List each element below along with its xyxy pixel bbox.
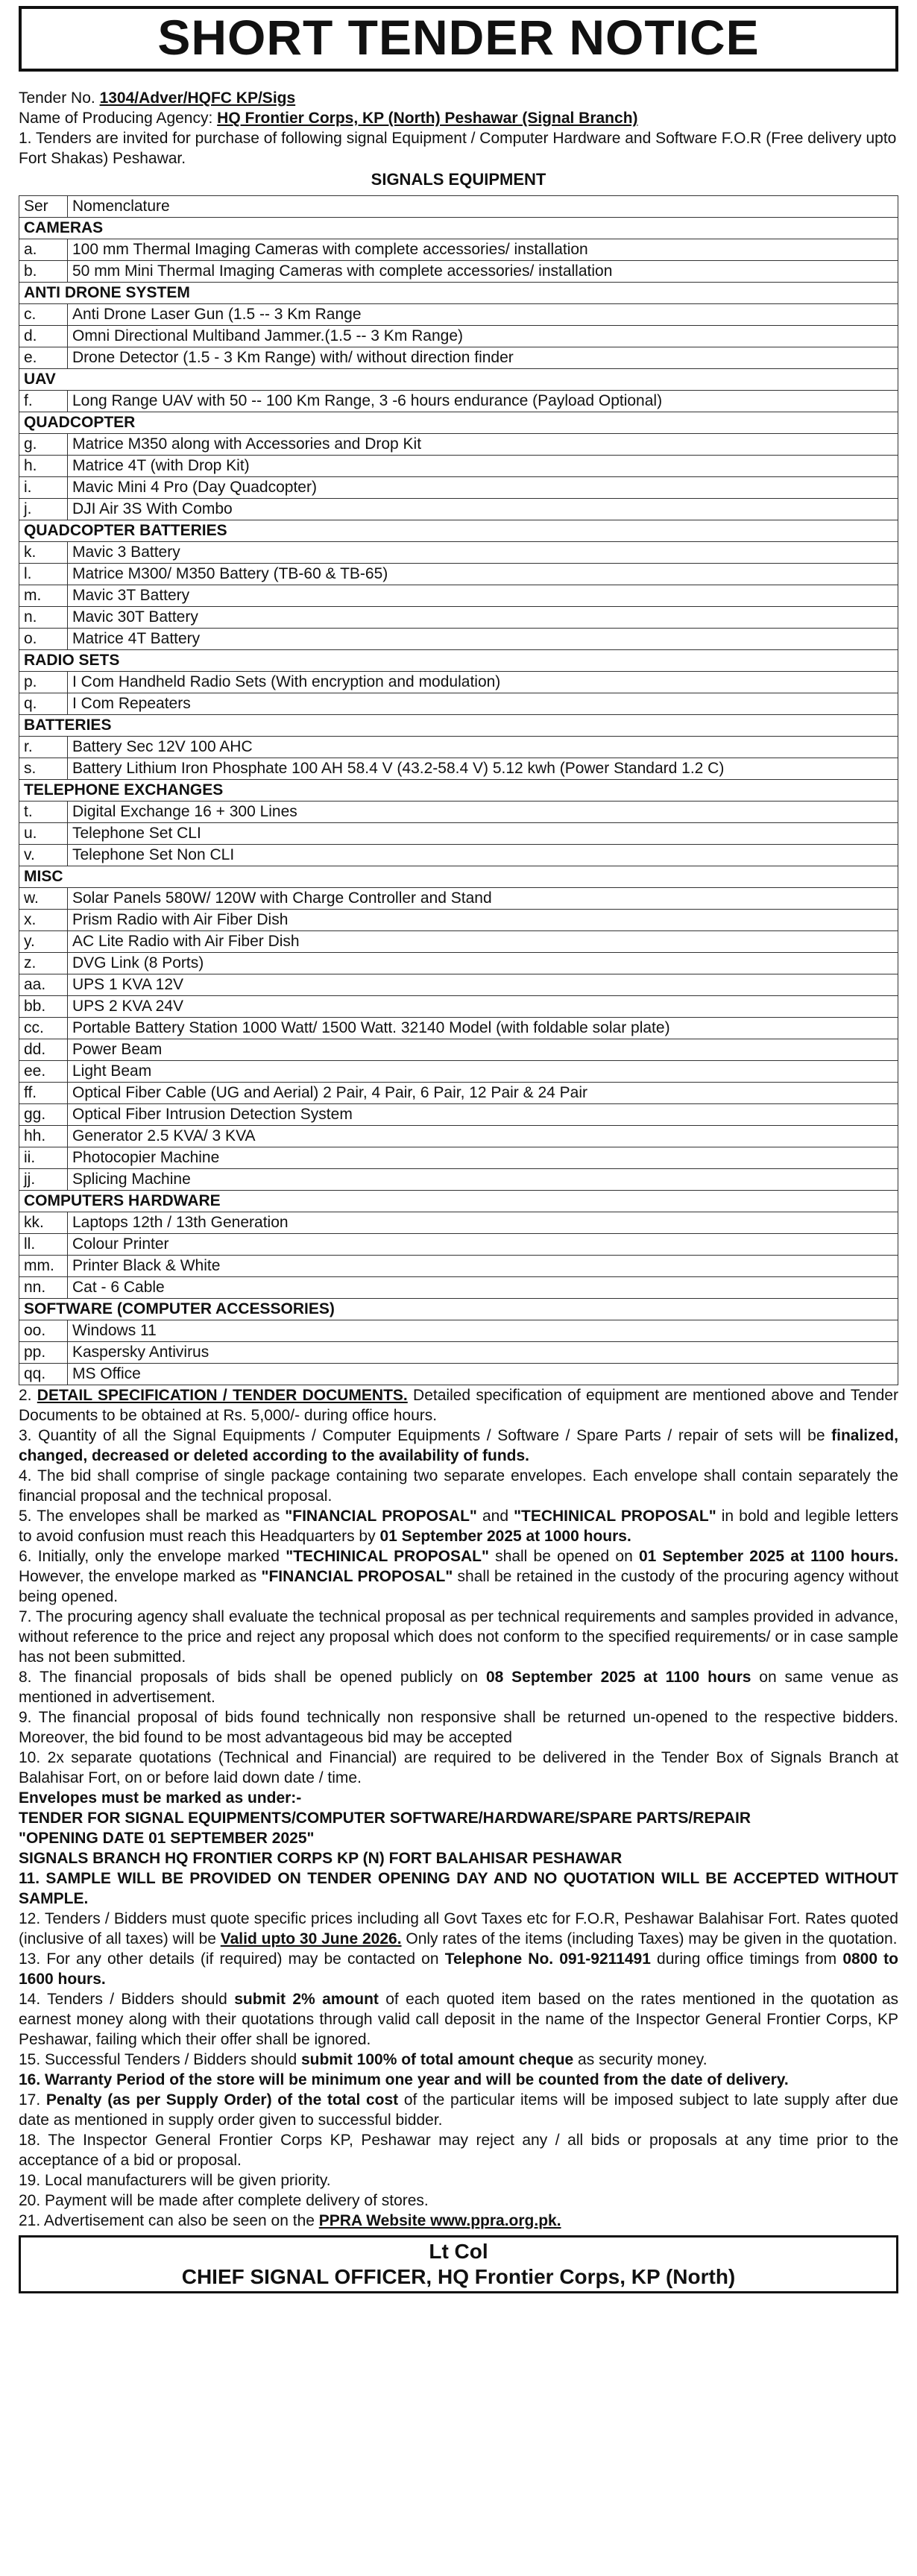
item-ser: d. bbox=[19, 325, 68, 347]
signatory-rank: Lt Col bbox=[429, 2239, 488, 2263]
table-row bbox=[19, 1363, 898, 1385]
equipment-table bbox=[19, 195, 898, 1385]
item-ser: w. bbox=[19, 887, 68, 909]
para-8: 8. The financial proposals of bids shall be opened publicly on 08 September 2025 at 1100 hours on same venue as mentioned in advertisement. bbox=[19, 1668, 898, 1706]
category-row bbox=[19, 368, 898, 390]
col-ser-header: Ser bbox=[19, 195, 68, 217]
item-ser: u. bbox=[19, 822, 68, 844]
item-nomenclature: Generator 2.5 KVA/ 3 KVA bbox=[68, 1125, 898, 1147]
signatory-designation: CHIEF SIGNAL OFFICER, HQ Frontier Corps, KP (North) bbox=[181, 2264, 736, 2288]
category-row bbox=[19, 217, 898, 239]
ppra-website-link[interactable]: PPRA Website www.ppra.org.pk. bbox=[318, 2211, 561, 2229]
item-nomenclature: Telephone Set CLI bbox=[68, 822, 898, 844]
category-name: RADIO SETS bbox=[19, 649, 898, 671]
item-ser: p. bbox=[19, 671, 68, 693]
para-11: 11. SAMPLE WILL BE PROVIDED ON TENDER OPENING DAY AND NO QUOTATION WILL BE ACCEPTED WITHOUT SAMPLE. bbox=[19, 1869, 898, 1907]
item-nomenclature: DVG Link (8 Ports) bbox=[68, 952, 898, 974]
table-row bbox=[19, 995, 898, 1017]
table-row bbox=[19, 1017, 898, 1039]
item-ser: nn. bbox=[19, 1276, 68, 1298]
envelope-line-1: TENDER FOR SIGNAL EQUIPMENTS/COMPUTER SOFTWARE/HARDWARE/SPARE PARTS/REPAIR bbox=[19, 1809, 751, 1827]
table-row bbox=[19, 1233, 898, 1255]
table-row bbox=[19, 887, 898, 909]
para-21: 21. Advertisement can also be seen on the PPRA Website www.ppra.org.pk. bbox=[19, 2211, 561, 2229]
item-nomenclature: Cat - 6 Cable bbox=[68, 1276, 898, 1298]
signature-block bbox=[19, 2235, 898, 2293]
item-ser: c. bbox=[19, 303, 68, 325]
para-17: 17. Penalty (as per Supply Order) of the total cost of the particular items will be imposed subject to late supply after due date as mentioned in supply order given to successful bidder. bbox=[19, 2091, 898, 2129]
item-nomenclature: Mavic Mini 4 Pro (Day Quadcopter) bbox=[68, 476, 898, 498]
item-nomenclature: Portable Battery Station 1000 Watt/ 1500 Watt. 32140 Model (with foldable solar plate) bbox=[68, 1017, 898, 1039]
item-nomenclature: 100 mm Thermal Imaging Cameras with complete accessories/ installation bbox=[68, 239, 898, 260]
category-name: ANTI DRONE SYSTEM bbox=[19, 282, 898, 303]
category-name: CAMERAS bbox=[19, 217, 898, 239]
notice-title: SHORT TENDER NOTICE bbox=[19, 6, 898, 72]
category-row bbox=[19, 282, 898, 303]
category-row bbox=[19, 412, 898, 433]
category-row bbox=[19, 779, 898, 801]
agency-line bbox=[19, 108, 898, 128]
category-name: QUADCOPTER BATTERIES bbox=[19, 520, 898, 541]
item-ser: mm. bbox=[19, 1255, 68, 1276]
category-row bbox=[19, 866, 898, 887]
item-nomenclature: Drone Detector (1.5 - 3 Km Range) with/ without direction finder bbox=[68, 347, 898, 368]
envelope-line-3: SIGNALS BRANCH HQ FRONTIER CORPS KP (N) FORT BALAHISAR PESHAWAR bbox=[19, 1849, 623, 1867]
item-nomenclature: Optical Fiber Cable (UG and Aerial) 2 Pair, 4 Pair, 6 Pair, 12 Pair & 24 Pair bbox=[68, 1082, 898, 1103]
table-row bbox=[19, 303, 898, 325]
item-ser: e. bbox=[19, 347, 68, 368]
table-row bbox=[19, 1341, 898, 1363]
item-ser: y. bbox=[19, 930, 68, 952]
para-18: 18. The Inspector General Frontier Corps KP, Peshawar may reject any / all bids or proposals at any time prior to the acceptance of a bid or proposal. bbox=[19, 2131, 898, 2169]
agency-name: HQ Frontier Corps, KP (North) Peshawar (Signal Branch) bbox=[217, 109, 638, 127]
item-ser: g. bbox=[19, 433, 68, 455]
table-row bbox=[19, 909, 898, 930]
category-row bbox=[19, 649, 898, 671]
item-ser: l. bbox=[19, 563, 68, 585]
item-ser: k. bbox=[19, 541, 68, 563]
table-row bbox=[19, 1103, 898, 1125]
item-ser: oo. bbox=[19, 1320, 68, 1341]
item-nomenclature: DJI Air 3S With Combo bbox=[68, 498, 898, 520]
para-9: 9. The financial proposal of bids found technically non responsive shall be returned un-opened to the respective bidders. Moreover, the bid found to be most advantageous bid may be accepted bbox=[19, 1708, 898, 1746]
item-nomenclature: Mavic 3T Battery bbox=[68, 585, 898, 606]
item-ser: qq. bbox=[19, 1363, 68, 1385]
table-row bbox=[19, 1276, 898, 1298]
item-ser: ll. bbox=[19, 1233, 68, 1255]
table-row bbox=[19, 974, 898, 995]
para-10: 10. 2x separate quotations (Technical and Financial) are required to be delivered in the Tender Box of Signals Branch at Balahisar Fort, on or before laid down date / time. bbox=[19, 1748, 898, 1786]
table-row bbox=[19, 325, 898, 347]
item-nomenclature: Omni Directional Multiband Jammer.(1.5 -- 3 Km Range) bbox=[68, 325, 898, 347]
table-row bbox=[19, 801, 898, 822]
item-nomenclature: Light Beam bbox=[68, 1060, 898, 1082]
item-ser: z. bbox=[19, 952, 68, 974]
category-name: COMPUTERS HARDWARE bbox=[19, 1190, 898, 1212]
table-row bbox=[19, 1255, 898, 1276]
tender-notice bbox=[19, 0, 898, 2293]
category-row bbox=[19, 714, 898, 736]
item-nomenclature: Digital Exchange 16 + 300 Lines bbox=[68, 801, 898, 822]
category-name: UAV bbox=[19, 368, 898, 390]
item-nomenclature: UPS 1 KVA 12V bbox=[68, 974, 898, 995]
table-row bbox=[19, 476, 898, 498]
item-ser: j. bbox=[19, 498, 68, 520]
item-nomenclature: Printer Black & White bbox=[68, 1255, 898, 1276]
item-ser: ii. bbox=[19, 1147, 68, 1168]
para-12: 12. Tenders / Bidders must quote specific prices including all Govt Taxes etc for F.O.R, Peshawar Balahisar Fort. Rates quoted (inclusive of all taxes) will be Valid upto 30 June 2026. Only rates of the items (including Taxes) may be given in the quotation. bbox=[19, 1909, 898, 1947]
item-ser: kk. bbox=[19, 1212, 68, 1233]
item-nomenclature: Battery Lithium Iron Phosphate 100 AH 58.4 V (43.2-58.4 V) 5.12 kwh (Power Standard 1.2 C) bbox=[68, 758, 898, 779]
table-row bbox=[19, 736, 898, 758]
table-row bbox=[19, 1168, 898, 1190]
table-row bbox=[19, 930, 898, 952]
table-header-row bbox=[19, 195, 898, 217]
item-nomenclature: Photocopier Machine bbox=[68, 1147, 898, 1168]
item-nomenclature: Kaspersky Antivirus bbox=[68, 1341, 898, 1363]
item-ser: pp. bbox=[19, 1341, 68, 1363]
envelope-line-2: "OPENING DATE 01 SEPTEMBER 2025" bbox=[19, 1829, 315, 1847]
item-ser: m. bbox=[19, 585, 68, 606]
table-row bbox=[19, 498, 898, 520]
table-row bbox=[19, 455, 898, 476]
table-row bbox=[19, 671, 898, 693]
para-13: 13. For any other details (if required) may be contacted on Telephone No. 091-9211491 during office timings from 0800 to 1600 hours. bbox=[19, 1950, 898, 1988]
table-row bbox=[19, 693, 898, 714]
para-6: 6. Initially, only the envelope marked "TECHINICAL PROPOSAL" shall be opened on 01 September 2025 at 1100 hours. However, the envelope marked as "FINANCIAL PROPOSAL" shall be retained in the custody of the procuring agency without being opened. bbox=[19, 1547, 899, 1605]
table-row bbox=[19, 1039, 898, 1060]
item-nomenclature: Windows 11 bbox=[68, 1320, 898, 1341]
item-ser: a. bbox=[19, 239, 68, 260]
item-nomenclature: Matrice 4T Battery bbox=[68, 628, 898, 649]
para-3: 3. Quantity of all the Signal Equipments / Computer Equipments / Software / Spare Parts / repair of sets will be finalized, changed, decreased or deleted according to the availability of funds. bbox=[19, 1426, 898, 1464]
item-ser: jj. bbox=[19, 1168, 68, 1190]
category-name: MISC bbox=[19, 866, 898, 887]
table-row bbox=[19, 563, 898, 585]
item-nomenclature: Colour Printer bbox=[68, 1233, 898, 1255]
item-ser: ee. bbox=[19, 1060, 68, 1082]
item-ser: hh. bbox=[19, 1125, 68, 1147]
table-row bbox=[19, 628, 898, 649]
category-name: BATTERIES bbox=[19, 714, 898, 736]
item-nomenclature: Matrice M350 along with Accessories and Drop Kit bbox=[68, 433, 898, 455]
table-row bbox=[19, 606, 898, 628]
item-ser: b. bbox=[19, 260, 68, 282]
item-nomenclature: Mavic 3 Battery bbox=[68, 541, 898, 563]
category-row bbox=[19, 520, 898, 541]
item-nomenclature: MS Office bbox=[68, 1363, 898, 1385]
table-row bbox=[19, 347, 898, 368]
item-ser: r. bbox=[19, 736, 68, 758]
item-ser: q. bbox=[19, 693, 68, 714]
para-14: 14. Tenders / Bidders should submit 2% amount of each quoted item based on the rates mentioned in the quotation as earnest money along with their quotations through valid call deposit in the name of the Inspector General Frontier Corps, KP Peshawar, failing which their offer shall be ignored. bbox=[19, 1990, 899, 2048]
category-name: TELEPHONE EXCHANGES bbox=[19, 779, 898, 801]
table-row bbox=[19, 1082, 898, 1103]
item-ser: bb. bbox=[19, 995, 68, 1017]
item-nomenclature: Matrice M300/ M350 Battery (TB-60 & TB-65) bbox=[68, 563, 898, 585]
para-4: 4. The bid shall comprise of single package containing two separate envelopes. Each envelope shall contain separately the financial proposal and the technical proposal. bbox=[19, 1467, 898, 1505]
category-name: SOFTWARE (COMPUTER ACCESSORIES) bbox=[19, 1298, 898, 1320]
item-nomenclature: Long Range UAV with 50 -- 100 Km Range, 3 -6 hours endurance (Payload Optional) bbox=[68, 390, 898, 412]
category-row bbox=[19, 1190, 898, 1212]
item-ser: cc. bbox=[19, 1017, 68, 1039]
table-row bbox=[19, 1125, 898, 1147]
item-nomenclature: I Com Handheld Radio Sets (With encryption and modulation) bbox=[68, 671, 898, 693]
item-nomenclature: Telephone Set Non CLI bbox=[68, 844, 898, 866]
item-nomenclature: UPS 2 KVA 24V bbox=[68, 995, 898, 1017]
item-ser: t. bbox=[19, 801, 68, 822]
item-ser: o. bbox=[19, 628, 68, 649]
table-row bbox=[19, 1320, 898, 1341]
para-19: 19. Local manufacturers will be given priority. bbox=[19, 2171, 331, 2189]
item-ser: gg. bbox=[19, 1103, 68, 1125]
item-nomenclature: I Com Repeaters bbox=[68, 693, 898, 714]
item-nomenclature: Prism Radio with Air Fiber Dish bbox=[68, 909, 898, 930]
table-row bbox=[19, 1060, 898, 1082]
item-nomenclature: Laptops 12th / 13th Generation bbox=[68, 1212, 898, 1233]
table-row bbox=[19, 390, 898, 412]
table-row bbox=[19, 758, 898, 779]
item-ser: i. bbox=[19, 476, 68, 498]
item-ser: dd. bbox=[19, 1039, 68, 1060]
item-ser: s. bbox=[19, 758, 68, 779]
item-nomenclature: Solar Panels 580W/ 120W with Charge Controller and Stand bbox=[68, 887, 898, 909]
para-7: 7. The procuring agency shall evaluate the technical proposal as per technical requirements and samples provided in advance, without reference to the price and reject any proposal which does not conform to the specified requirements/ or in case sample has not been submitted. bbox=[19, 1607, 898, 1666]
item-nomenclature: Mavic 30T Battery bbox=[68, 606, 898, 628]
col-nomenclature-header: Nomenclature bbox=[68, 195, 898, 217]
para-15: 15. Successful Tenders / Bidders should submit 100% of total amount cheque as security money. bbox=[19, 2050, 708, 2068]
agency-label: Name of Producing Agency: bbox=[19, 109, 218, 127]
para-16: 16. Warranty Period of the store will be minimum one year and will be counted from the date of delivery. bbox=[19, 2070, 789, 2088]
item-ser: n. bbox=[19, 606, 68, 628]
table-row bbox=[19, 1147, 898, 1168]
table-row bbox=[19, 1212, 898, 1233]
table-row bbox=[19, 239, 898, 260]
item-ser: f. bbox=[19, 390, 68, 412]
item-nomenclature: Power Beam bbox=[68, 1039, 898, 1060]
item-nomenclature: Splicing Machine bbox=[68, 1168, 898, 1190]
category-name: QUADCOPTER bbox=[19, 412, 898, 433]
item-nomenclature: Optical Fiber Intrusion Detection System bbox=[68, 1103, 898, 1125]
item-nomenclature: 50 mm Mini Thermal Imaging Cameras with complete accessories/ installation bbox=[68, 260, 898, 282]
item-ser: aa. bbox=[19, 974, 68, 995]
item-ser: ff. bbox=[19, 1082, 68, 1103]
table-row bbox=[19, 541, 898, 563]
para-5: 5. The envelopes shall be marked as "FINANCIAL PROPOSAL" and "TECHINICAL PROPOSAL" in bold and legible letters to avoid confusion must reach this Headquarters by 01 September 2025 at 1000 hours. bbox=[19, 1507, 898, 1545]
item-nomenclature: Anti Drone Laser Gun (1.5 -- 3 Km Range bbox=[68, 303, 898, 325]
item-ser: v. bbox=[19, 844, 68, 866]
table-row bbox=[19, 844, 898, 866]
table-row bbox=[19, 952, 898, 974]
table-row bbox=[19, 260, 898, 282]
table-row bbox=[19, 585, 898, 606]
para-20: 20. Payment will be made after complete delivery of stores. bbox=[19, 2191, 429, 2209]
tender-number-label: Tender No. bbox=[19, 89, 100, 107]
item-nomenclature: Battery Sec 12V 100 AHC bbox=[68, 736, 898, 758]
envelope-label: Envelopes must be marked as under:- bbox=[19, 1789, 302, 1807]
table-row bbox=[19, 433, 898, 455]
section-title: SIGNALS EQUIPMENT bbox=[371, 169, 546, 189]
tender-number-line bbox=[19, 88, 898, 108]
intro-paragraph: 1. Tenders are invited for purchase of following signal Equipment / Computer Hardware and Software F.O.R (Free delivery upto Fort Shakas) Peshawar. bbox=[19, 129, 897, 167]
category-row bbox=[19, 1298, 898, 1320]
tender-number: 1304/Adver/HQFC KP/Sigs bbox=[99, 89, 296, 107]
table-row bbox=[19, 822, 898, 844]
item-nomenclature: AC Lite Radio with Air Fiber Dish bbox=[68, 930, 898, 952]
item-ser: h. bbox=[19, 455, 68, 476]
item-ser: x. bbox=[19, 909, 68, 930]
item-nomenclature: Matrice 4T (with Drop Kit) bbox=[68, 455, 898, 476]
para-2: 2. DETAIL SPECIFICATION / TENDER DOCUMENTS. Detailed specification of equipment are mentioned above and Tender Documents to be obtained at Rs. 5,000/- during office hours. bbox=[19, 1386, 898, 1424]
